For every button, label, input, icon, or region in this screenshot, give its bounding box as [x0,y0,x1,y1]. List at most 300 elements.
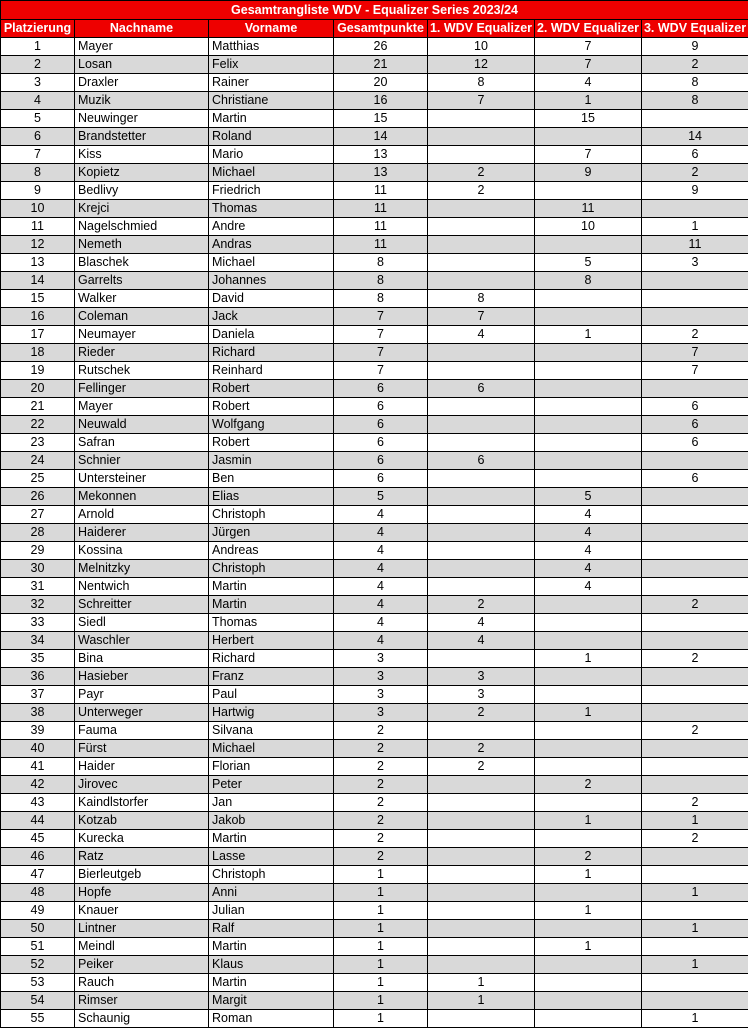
event-2-points-cell: 15 [535,110,642,128]
event-2-points-cell [535,128,642,146]
event-1-points-cell [428,524,535,542]
event-3-points-cell: 9 [642,182,748,200]
lastname-cell: Nentwich [75,578,209,596]
lastname-cell: Losan [75,56,209,74]
rank-cell: 7 [1,146,75,164]
event-1-points-cell: 2 [428,758,535,776]
total-points-cell: 7 [334,362,428,380]
lastname-cell: Brandstetter [75,128,209,146]
lastname-cell: Melnitzky [75,560,209,578]
event-1-points-cell [428,560,535,578]
table-row [1,650,748,668]
table-row [1,56,748,74]
rank-cell: 40 [1,740,75,758]
table-row [1,398,748,416]
firstname-cell: Ralf [209,920,334,938]
table-row [1,686,748,704]
event-3-points-cell: 1 [642,956,748,974]
firstname-cell: Roman [209,1010,334,1028]
event-2-points-cell [535,740,642,758]
firstname-cell: Christoph [209,560,334,578]
rank-cell: 51 [1,938,75,956]
event-2-points-cell: 5 [535,254,642,272]
table-row [1,1010,748,1028]
header-nachname: Nachname [75,20,209,38]
event-1-points-cell [428,794,535,812]
header-vorname: Vorname [209,20,334,38]
event-1-points-cell: 12 [428,56,535,74]
event-2-points-cell: 4 [535,542,642,560]
event-2-points-cell [535,398,642,416]
total-points-cell: 11 [334,200,428,218]
event-1-points-cell [428,236,535,254]
event-3-points-cell: 6 [642,434,748,452]
header-row [1,20,748,38]
rank-cell: 15 [1,290,75,308]
total-points-cell: 2 [334,794,428,812]
event-2-points-cell: 1 [535,650,642,668]
rank-cell: 3 [1,74,75,92]
event-2-points-cell [535,362,642,380]
total-points-cell: 13 [334,164,428,182]
firstname-cell: Andras [209,236,334,254]
rank-cell: 20 [1,380,75,398]
firstname-cell: Michael [209,254,334,272]
event-2-points-cell [535,668,642,686]
event-2-points-cell: 4 [535,578,642,596]
total-points-cell: 1 [334,902,428,920]
event-2-points-cell: 1 [535,704,642,722]
table-row [1,290,748,308]
event-2-points-cell [535,380,642,398]
total-points-cell: 1 [334,1010,428,1028]
event-3-points-cell: 1 [642,812,748,830]
event-3-points-cell [642,632,748,650]
rank-cell: 35 [1,650,75,668]
firstname-cell: Rainer [209,74,334,92]
rank-cell: 21 [1,398,75,416]
rank-cell: 22 [1,416,75,434]
total-points-cell: 2 [334,848,428,866]
event-3-points-cell [642,200,748,218]
event-2-points-cell [535,686,642,704]
firstname-cell: Jakob [209,812,334,830]
lastname-cell: Haiderer [75,524,209,542]
rank-cell: 39 [1,722,75,740]
event-1-points-cell: 7 [428,308,535,326]
event-1-points-cell: 10 [428,38,535,56]
firstname-cell: Felix [209,56,334,74]
total-points-cell: 6 [334,470,428,488]
event-2-points-cell: 2 [535,848,642,866]
firstname-cell: Silvana [209,722,334,740]
firstname-cell: Martin [209,596,334,614]
table-row [1,938,748,956]
firstname-cell: Klaus [209,956,334,974]
event-2-points-cell [535,614,642,632]
table-row [1,668,748,686]
event-2-points-cell: 4 [535,506,642,524]
total-points-cell: 8 [334,290,428,308]
firstname-cell: Mario [209,146,334,164]
table-row [1,164,748,182]
rank-cell: 37 [1,686,75,704]
event-2-points-cell [535,344,642,362]
rank-cell: 42 [1,776,75,794]
table-row [1,758,748,776]
event-3-points-cell [642,758,748,776]
table-row [1,236,748,254]
total-points-cell: 4 [334,542,428,560]
total-points-cell: 6 [334,380,428,398]
event-1-points-cell: 7 [428,92,535,110]
table-row [1,578,748,596]
table-row [1,200,748,218]
table-row [1,110,748,128]
table-row [1,722,748,740]
rank-cell: 38 [1,704,75,722]
rank-cell: 23 [1,434,75,452]
firstname-cell: Robert [209,380,334,398]
event-3-points-cell: 6 [642,470,748,488]
event-3-points-cell [642,578,748,596]
event-1-points-cell: 4 [428,614,535,632]
rank-cell: 4 [1,92,75,110]
event-1-points-cell [428,362,535,380]
event-2-points-cell: 10 [535,218,642,236]
event-3-points-cell [642,938,748,956]
event-3-points-cell [642,272,748,290]
total-points-cell: 1 [334,956,428,974]
total-points-cell: 15 [334,110,428,128]
lastname-cell: Coleman [75,308,209,326]
event-3-points-cell: 2 [642,164,748,182]
table-row [1,704,748,722]
lastname-cell: Knauer [75,902,209,920]
rank-cell: 44 [1,812,75,830]
event-1-points-cell [428,848,535,866]
table-row [1,974,748,992]
event-3-points-cell [642,614,748,632]
event-3-points-cell: 2 [642,722,748,740]
lastname-cell: Arnold [75,506,209,524]
total-points-cell: 2 [334,812,428,830]
event-3-points-cell: 7 [642,362,748,380]
table-row [1,452,748,470]
event-3-points-cell: 7 [642,344,748,362]
firstname-cell: Andre [209,218,334,236]
table-row [1,632,748,650]
firstname-cell: Christoph [209,506,334,524]
event-2-points-cell: 4 [535,560,642,578]
firstname-cell: Thomas [209,200,334,218]
total-points-cell: 21 [334,56,428,74]
firstname-cell: Matthias [209,38,334,56]
event-3-points-cell [642,308,748,326]
table-row [1,488,748,506]
firstname-cell: Richard [209,650,334,668]
event-2-points-cell [535,920,642,938]
event-1-points-cell: 8 [428,290,535,308]
firstname-cell: Ben [209,470,334,488]
rank-cell: 5 [1,110,75,128]
event-1-points-cell [428,830,535,848]
event-3-points-cell [642,686,748,704]
total-points-cell: 4 [334,506,428,524]
event-3-points-cell: 2 [642,326,748,344]
lastname-cell: Fellinger [75,380,209,398]
event-1-points-cell [428,650,535,668]
lastname-cell: Neuwald [75,416,209,434]
table-row [1,38,748,56]
table-row [1,776,748,794]
rank-cell: 32 [1,596,75,614]
event-1-points-cell [428,218,535,236]
lastname-cell: Neuwinger [75,110,209,128]
event-1-points-cell: 1 [428,974,535,992]
table-row [1,560,748,578]
event-3-points-cell [642,506,748,524]
firstname-cell: Daniela [209,326,334,344]
event-3-points-cell [642,110,748,128]
rank-cell: 17 [1,326,75,344]
lastname-cell: Draxler [75,74,209,92]
event-2-points-cell: 1 [535,812,642,830]
total-points-cell: 8 [334,272,428,290]
event-1-points-cell: 4 [428,632,535,650]
total-points-cell: 4 [334,524,428,542]
table-row [1,524,748,542]
event-2-points-cell: 9 [535,164,642,182]
rank-cell: 29 [1,542,75,560]
total-points-cell: 2 [334,722,428,740]
rank-cell: 6 [1,128,75,146]
event-2-points-cell: 11 [535,200,642,218]
event-1-points-cell [428,272,535,290]
total-points-cell: 5 [334,488,428,506]
firstname-cell: Lasse [209,848,334,866]
event-3-points-cell: 1 [642,218,748,236]
table-row [1,812,748,830]
event-1-points-cell [428,200,535,218]
rank-cell: 52 [1,956,75,974]
rank-cell: 27 [1,506,75,524]
total-points-cell: 4 [334,614,428,632]
firstname-cell: Julian [209,902,334,920]
firstname-cell: Paul [209,686,334,704]
firstname-cell: Martin [209,110,334,128]
total-points-cell: 1 [334,992,428,1010]
firstname-cell: Margit [209,992,334,1010]
event-1-points-cell: 1 [428,992,535,1010]
total-points-cell: 4 [334,560,428,578]
total-points-cell: 4 [334,596,428,614]
table-row [1,614,748,632]
total-points-cell: 1 [334,920,428,938]
table-row [1,92,748,110]
event-3-points-cell: 6 [642,398,748,416]
lastname-cell: Kotzab [75,812,209,830]
lastname-cell: Haider [75,758,209,776]
event-2-points-cell [535,830,642,848]
lastname-cell: Rutschek [75,362,209,380]
lastname-cell: Rieder [75,344,209,362]
lastname-cell: Krejci [75,200,209,218]
event-1-points-cell [428,920,535,938]
table-row [1,380,748,398]
total-points-cell: 11 [334,182,428,200]
firstname-cell: Peter [209,776,334,794]
event-3-points-cell: 2 [642,596,748,614]
table-row [1,794,748,812]
lastname-cell: Safran [75,434,209,452]
event-2-points-cell: 5 [535,488,642,506]
lastname-cell: Meindl [75,938,209,956]
event-2-points-cell [535,992,642,1010]
event-3-points-cell: 14 [642,128,748,146]
event-2-points-cell [535,452,642,470]
lastname-cell: Garrelts [75,272,209,290]
event-2-points-cell [535,236,642,254]
rank-cell: 41 [1,758,75,776]
rank-cell: 45 [1,830,75,848]
rank-cell: 10 [1,200,75,218]
event-1-points-cell [428,956,535,974]
event-3-points-cell: 2 [642,56,748,74]
header-event-2: 2. WDV Equalizer [535,20,642,38]
lastname-cell: Nagelschmied [75,218,209,236]
rank-cell: 36 [1,668,75,686]
event-1-points-cell: 6 [428,452,535,470]
total-points-cell: 6 [334,398,428,416]
event-1-points-cell [428,488,535,506]
event-3-points-cell [642,740,748,758]
lastname-cell: Bierleutgeb [75,866,209,884]
lastname-cell: Ratz [75,848,209,866]
total-points-cell: 4 [334,632,428,650]
event-3-points-cell [642,848,748,866]
event-1-points-cell [428,416,535,434]
event-2-points-cell [535,758,642,776]
event-1-points-cell [428,812,535,830]
event-2-points-cell: 8 [535,272,642,290]
event-3-points-cell: 2 [642,830,748,848]
event-3-points-cell [642,992,748,1010]
rank-cell: 11 [1,218,75,236]
event-3-points-cell: 1 [642,920,748,938]
event-1-points-cell [428,902,535,920]
table-row [1,992,748,1010]
table-row [1,254,748,272]
event-2-points-cell [535,290,642,308]
rank-cell: 1 [1,38,75,56]
event-2-points-cell: 7 [535,38,642,56]
table-row [1,956,748,974]
event-3-points-cell [642,776,748,794]
firstname-cell: Robert [209,398,334,416]
event-2-points-cell: 1 [535,902,642,920]
firstname-cell: Hartwig [209,704,334,722]
total-points-cell: 1 [334,884,428,902]
event-3-points-cell [642,542,748,560]
table-row [1,902,748,920]
event-2-points-cell [535,722,642,740]
firstname-cell: Richard [209,344,334,362]
table-row [1,326,748,344]
table-row [1,542,748,560]
lastname-cell: Fürst [75,740,209,758]
firstname-cell: Michael [209,164,334,182]
total-points-cell: 3 [334,650,428,668]
rank-cell: 16 [1,308,75,326]
table-row [1,128,748,146]
event-2-points-cell [535,470,642,488]
lastname-cell: Fauma [75,722,209,740]
event-3-points-cell [642,974,748,992]
lastname-cell: Schreitter [75,596,209,614]
rank-cell: 26 [1,488,75,506]
event-2-points-cell [535,974,642,992]
event-2-points-cell: 4 [535,74,642,92]
lastname-cell: Bedlivy [75,182,209,200]
firstname-cell: Robert [209,434,334,452]
event-2-points-cell: 7 [535,146,642,164]
lastname-cell: Nemeth [75,236,209,254]
total-points-cell: 7 [334,308,428,326]
event-2-points-cell: 1 [535,866,642,884]
lastname-cell: Mayer [75,398,209,416]
event-2-points-cell [535,416,642,434]
lastname-cell: Siedl [75,614,209,632]
event-2-points-cell [535,596,642,614]
table-row [1,416,748,434]
total-points-cell: 13 [334,146,428,164]
rank-cell: 24 [1,452,75,470]
total-points-cell: 1 [334,974,428,992]
table-row [1,884,748,902]
total-points-cell: 11 [334,236,428,254]
firstname-cell: Michael [209,740,334,758]
lastname-cell: Mekonnen [75,488,209,506]
table-row [1,434,748,452]
event-1-points-cell [428,146,535,164]
rank-cell: 13 [1,254,75,272]
event-1-points-cell [428,866,535,884]
event-3-points-cell: 2 [642,650,748,668]
event-3-points-cell [642,290,748,308]
total-points-cell: 4 [334,578,428,596]
total-points-cell: 11 [334,218,428,236]
lastname-cell: Lintner [75,920,209,938]
firstname-cell: Johannes [209,272,334,290]
event-3-points-cell: 3 [642,254,748,272]
lastname-cell: Rimser [75,992,209,1010]
event-1-points-cell [428,722,535,740]
event-3-points-cell: 9 [642,38,748,56]
table-row [1,830,748,848]
rank-cell: 28 [1,524,75,542]
table-row [1,848,748,866]
rank-cell: 34 [1,632,75,650]
event-3-points-cell: 6 [642,416,748,434]
event-3-points-cell [642,560,748,578]
event-1-points-cell [428,938,535,956]
lastname-cell: Hopfe [75,884,209,902]
lastname-cell: Peiker [75,956,209,974]
event-1-points-cell: 2 [428,704,535,722]
event-1-points-cell [428,254,535,272]
event-1-points-cell: 6 [428,380,535,398]
